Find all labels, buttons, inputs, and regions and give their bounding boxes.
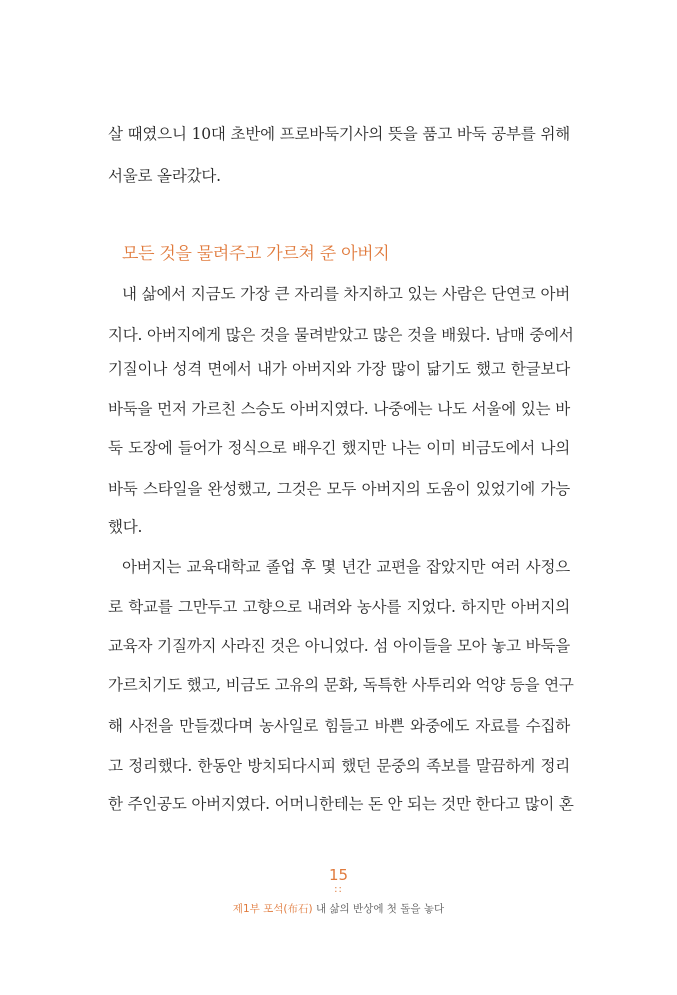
body-line: 교육자 기질까지 사라진 것은 아니었다. 섬 아이들을 모아 놓고 바둑을 [108, 637, 570, 655]
page-number: 15 [328, 866, 349, 884]
body-line: 서울로 올라갔다. [108, 167, 221, 185]
body-line: 해 사전을 만들겠다며 농사일로 힘들고 바쁜 와중에도 자료를 수집하 [108, 717, 570, 735]
body-line: 아버지는 교육대학교 졸업 후 몇 년간 교편을 잡았지만 여러 사정으 [122, 558, 570, 576]
body-line: 바둑을 먼저 가르친 스승도 아버지였다. 나중에는 나도 서울에 있는 바 [108, 400, 570, 418]
body-line: 로 학교를 그만두고 고향으로 내려와 농사를 지었다. 하지만 아버지의 [108, 598, 570, 616]
footer-chapter-title: 내 삶의 반상에 첫 돌을 놓다 [315, 903, 445, 915]
body-line: 지다. 아버지에게 많은 것을 물려받았고 많은 것을 배웠다. 남매 중에서 [108, 326, 574, 344]
body-line: 내 삶에서 지금도 가장 큰 자리를 차지하고 있는 사람은 단연코 아버 [122, 285, 570, 303]
running-footer [0, 901, 677, 916]
body-line: 바둑 스타일을 완성했고, 그것은 모두 아버지의 도움이 있었기에 가능 [108, 480, 570, 498]
section-heading: 모든 것을 물려주고 가르쳐 준 아버지 [122, 244, 390, 264]
body-line: 살 때였으니 10대 초반에 프로바둑기사의 뜻을 품고 바둑 공부를 위해 [108, 125, 570, 143]
footer-part-title: 제1부 포석(布石) [232, 903, 313, 915]
body-line: 했다. [108, 518, 143, 536]
body-line: 가르치기도 했고, 비금도 고유의 문화, 독특한 사투리와 억양 등을 연구 [108, 676, 574, 694]
body-line: 고 정리했다. 한동안 방치되다시피 했던 문중의 족보를 말끔하게 정리 [108, 757, 570, 775]
body-line: 한 주인공도 아버지였다. 어머니한테는 돈 안 되는 것만 한다고 많이 혼 [108, 795, 574, 813]
body-line: 기질이나 성격 면에서 내가 아버지와 가장 많이 닮기도 했고 한글보다 [108, 360, 570, 378]
page-number-separator: :: [334, 884, 343, 895]
body-line: 둑 도장에 들어가 정식으로 배우긴 했지만 나는 이미 비금도에서 나의 [108, 439, 570, 457]
